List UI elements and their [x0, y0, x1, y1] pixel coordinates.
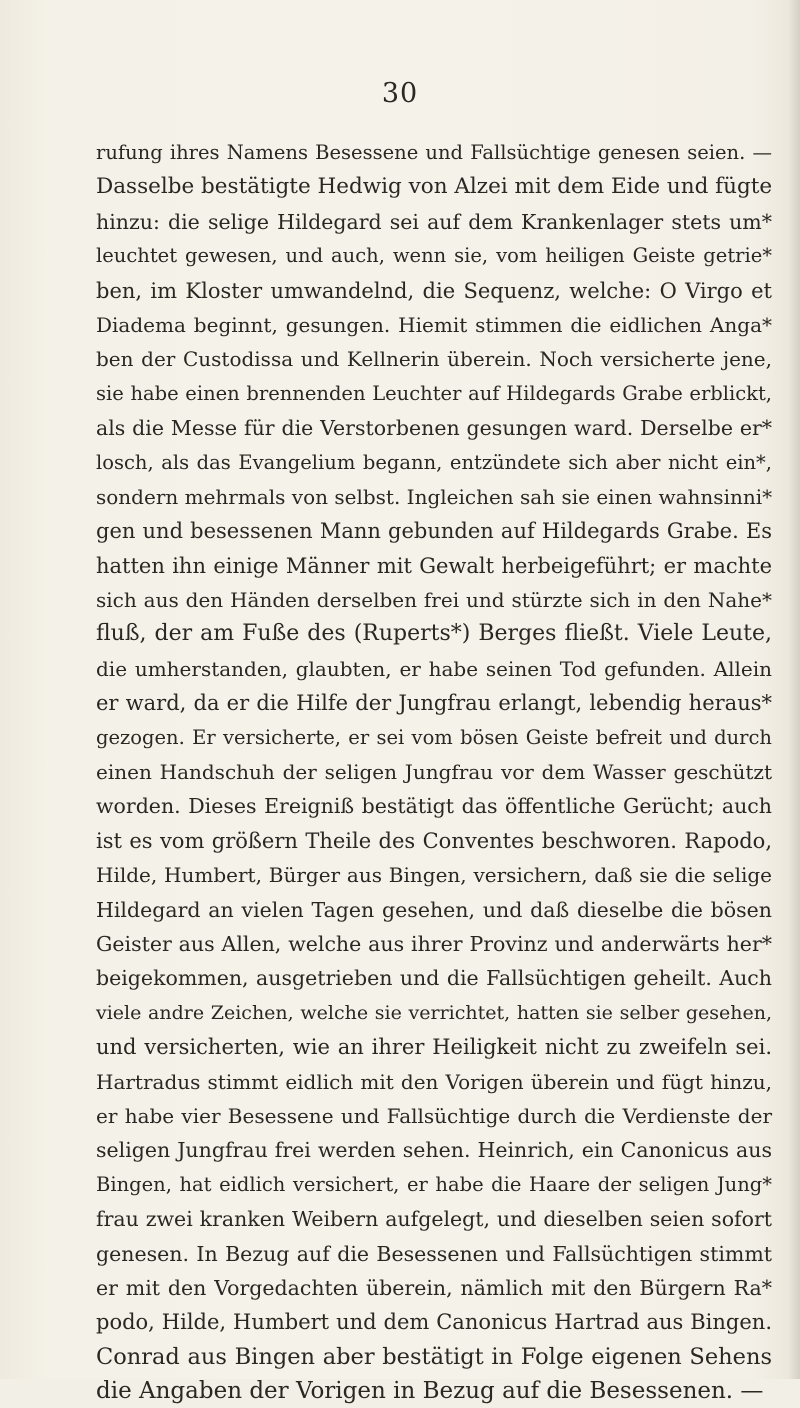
text-line: Conrad aus Bingen aber bestätigt in Folge eigenen Sehens	[96, 1343, 772, 1370]
text-line: und versicherten, wie an ihrer Heiligkeit nicht zu zweifeln sei.	[96, 1035, 772, 1060]
text-line: rufung ihres Namens Besessene und Fallsüchtige genesen seien. —	[96, 141, 772, 164]
text-line: genesen. In Bezug auf die Besessenen und Fallsüchtigen stimmt	[96, 1241, 772, 1266]
text-line: beigekommen, ausgetrieben und die Fallsüchtigen geheilt. Auch	[96, 966, 772, 991]
text-line: Hildegard an vielen Tagen gesehen, und daß dieselbe die bösen	[96, 897, 772, 922]
text-line: frau zwei kranken Weibern aufgelegt, und dieselben seien sofort	[96, 1207, 772, 1232]
text-line: Bingen, hat eidlich versichert, er habe die Haare der seligen Jung*	[96, 1172, 772, 1196]
text-line: sie habe einen brennenden Leuchter auf Hildegards Grabe erblickt,	[96, 381, 772, 405]
text-line: viele andre Zeichen, welche sie verrichtet, hatten sie selber gesehen,	[96, 1001, 772, 1024]
text-line: losch, als das Evangelium begann, entzündete sich aber nicht ein*,	[96, 450, 772, 474]
page-edge-shadow	[788, 0, 800, 1379]
text-line: gen und besessenen Mann gebunden auf Hildegards Grabe. Es	[96, 519, 772, 544]
text-line: worden. Dieses Ereigniß bestätigt das öffentliche Gerücht; auch	[96, 794, 772, 819]
text-line: sondern mehrmals von selbst. Ingleichen sah sie einen wahnsinni*	[96, 484, 773, 509]
text-line: er mit den Vorgedachten überein, nämlich mit den Bürgern Ra*	[96, 1275, 772, 1300]
text-line: als die Messe für die Verstorbenen gesungen ward. Derselbe er*	[96, 416, 772, 441]
text-line: Diadema beginnt, gesungen. Hiemit stimmen die eidlichen Anga*	[96, 312, 772, 337]
text-line: einen Handschuh der seligen Jungfrau vor dem Wasser geschützt	[96, 760, 772, 785]
text-line: er ward, da er die Hilfe der Jungfrau erlangt, lebendig heraus*	[96, 691, 772, 716]
text-line: Hartradus stimmt eidlich mit den Vorigen überein und fügt hinzu,	[96, 1069, 772, 1094]
text-line: Dasselbe bestätigte Hedwig von Alzei mit dem Eide und fügte	[96, 174, 773, 200]
text-line: er habe vier Besessene und Fallsüchtige durch die Verdienste der	[96, 1103, 772, 1128]
text-line: Hilde, Humbert, Bürger aus Bingen, versichern, daß sie die selige	[96, 863, 772, 888]
text-line: podo, Hilde, Humbert und dem Canonicus Hartrad aus Bingen.	[96, 1310, 772, 1335]
text-line: leuchtet gewesen, und auch, wenn sie, vom heiligen Geiste getrie*	[96, 244, 772, 268]
text-line: gezogen. Er versicherte, er sei vom bösen Geiste befreit und durch	[96, 725, 772, 749]
text-line: seligen Jungfrau frei werden sehen. Heinrich, ein Canonicus aus	[96, 1138, 772, 1163]
text-line: sich aus den Händen derselben frei und stürzte sich in den Nahe*	[96, 588, 772, 613]
text-line: fluß, der am Fuße des (Ruperts*) Berges fließt. Viele Leute,	[96, 621, 772, 647]
text-line: hinzu: die selige Hildegard sei auf dem Krankenlager stets um*	[96, 209, 772, 234]
text-line: die Angaben der Vorigen in Bezug auf die Besessenen. —	[96, 1378, 764, 1405]
text-line: ist es vom größern Theile des Conventes beschworen. Rapodo,	[96, 828, 772, 853]
text-line: hatten ihn einige Männer mit Gewalt herbeigeführt; er machte	[96, 553, 772, 578]
text-line: ben, im Kloster umwandelnd, die Sequenz, welche: O Virgo et	[96, 278, 772, 303]
text-line: ben der Custodissa und Kellnerin überein. Noch versicherte jene,	[96, 347, 772, 372]
text-line: die umherstanden, glaubten, er habe seinen Tod gefunden. Allein	[96, 656, 772, 681]
page-number: 30	[381, 78, 419, 109]
text-line: Geister aus Allen, welche aus ihrer Provinz und anderwärts her*	[96, 931, 772, 956]
body-text	[96, 136, 772, 1408]
